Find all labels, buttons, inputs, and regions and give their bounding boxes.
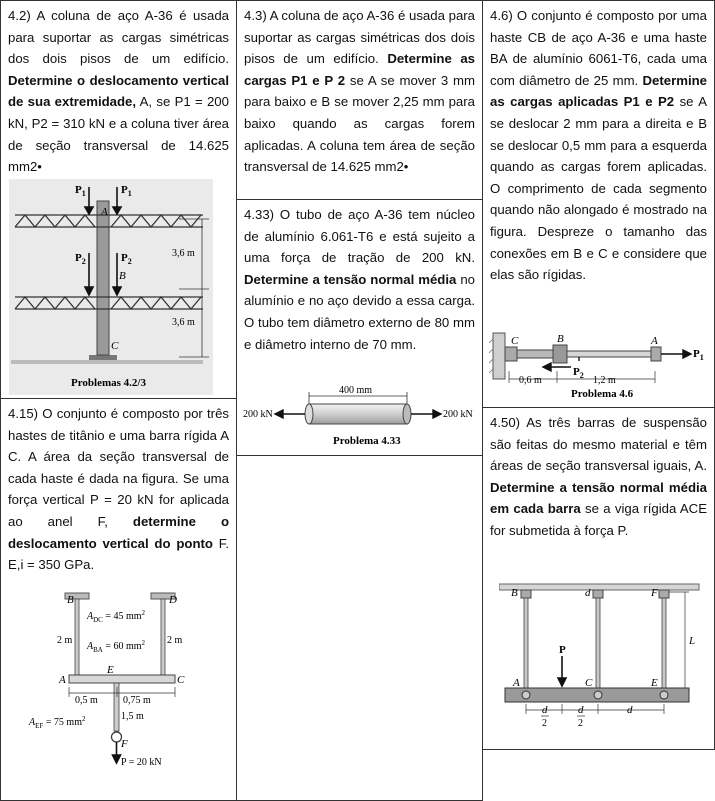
fig42-p2-right: $P_2$ [121, 252, 132, 266]
problem-4-2-text: 4.2) A coluna de aço A-36 é usada para suportar as cargas simétricas dos dois pisos de um edifício. Determine o deslocamento vertical de sua extremidade, A, se P1 = 200 kN, P2 = 310 kN e a coluna tiver área de seção transversal de 14.625 mm2• [8, 8, 229, 175]
problem-4-6-cell [482, 0, 715, 408]
fig42-label-b: B [119, 270, 126, 282]
fig46-dim-cb: 0,6 m [519, 375, 542, 386]
fig415-area-ef: $A_{EF} = 75$ $mm^2$ [29, 715, 86, 730]
fig415-len-right: 2 m [167, 635, 183, 646]
fig42-caption: Problemas 4.2/3 [71, 377, 146, 389]
fig415-dim-right: 0,75 m [123, 695, 151, 706]
fig42-p1-left: $P_1$ [75, 184, 86, 198]
fig450-label-e: E [651, 677, 658, 689]
problem-4-2-cell [0, 0, 237, 399]
fig433-force-right: 200 kN [443, 409, 473, 420]
problem-4-3-text: 4.3) A coluna de aço A-36 é usada para suportar as cargas simétricas dos dois pisos de um edifício. Determine as cargas P1 e P 2 se A se mover 3 mm para baixo e B se mover 2,25 mm para baixo quando as cargas forem aplicadas. A coluna tem área de seção transversal de 14.625 mm2• [244, 8, 476, 175]
problem-4-3-task: Determine as cargas P1 e P 2 [244, 51, 476, 88]
fig450-length-l: L [689, 635, 696, 647]
problem-4-3-cell [236, 0, 483, 200]
fig450-dim-two-2: 2 [578, 718, 583, 729]
problem-4-33-task: Determine a tensão normal média [244, 271, 457, 287]
fig433-length: 400 mm [339, 385, 373, 396]
fig415-area-dc: $A_{DC} = 45$ $mm^2$ [87, 609, 146, 624]
figure-rod-assembly [489, 327, 711, 403]
fig433-force-left: 200 kN [243, 409, 273, 420]
fig415-area-ba: $A_{BA} = 60$ $mm^2$ [87, 639, 146, 654]
fig46-p1: $P_1$ [693, 348, 704, 362]
problem-4-6-task: Determine as cargas aplicadas P1 e P2 [490, 72, 707, 110]
problem-4-6-text: 4.6) O conjunto é composto por uma haste CB de aço A-36 e uma haste BA de alumínio 6061-T6, cada uma com diâmetro de 25 mm. Determine as cargas aplicadas P1 e P2 se A se deslocar 2 mm para a direita e B se deslocar 0,5 mm para a esquerda quando as cargas forem aplicadas. O comprimento de cada segmento quando não alongado é mostrado na figura. Despreze o tamanho das conexões em B e C e considere que elas são rígidas. [490, 8, 708, 283]
problem-4-33-text: 4.33) O tubo de aço A-36 tem núcleo de alumínio 6.061-T6 e está sujeito a uma força de tração de 200 kN. Determine a tensão normal média no alumínio e no aço devido a essa carga. O tubo tem diâmetro externo de 80 mm e diâmetro interno de 70 mm. [244, 207, 475, 352]
fig450-dim-d2: d [578, 704, 584, 716]
fig450-label-b: B [511, 587, 518, 599]
fig42-label-a: A [101, 206, 108, 218]
fig415-dim-left: 0,5 m [75, 695, 98, 706]
figure-suspension-bars [499, 578, 703, 738]
problem-4-50-text: 4.50) As três barras de suspensão são feitas do mesmo material e têm áreas de seção transversal iguais, A. Determine a tensão normal média em cada barra se a viga rígida ACE for submetida à força P. [490, 415, 707, 538]
blank-cell [236, 455, 483, 801]
fig415-len-ef: 1,5 m [121, 711, 144, 722]
problem-4-50-task: Determine a tensão normal média em cada barra [490, 479, 707, 517]
fig42-p2-left: $P_2$ [75, 252, 86, 266]
fig46-caption: Problema 4.6 [571, 388, 634, 400]
fig450-dim-d3: d [627, 704, 633, 716]
figure-titanium-rods [21, 587, 217, 793]
fig46-p2: $P_2$ [573, 366, 584, 380]
fig415-label-d: D [169, 594, 177, 606]
problem-4-15-text: 4.15) O conjunto é composto por três hastes de titânio e uma barra rígida A C. A área da seção transversal de cada haste é dada na figura. Se uma força vertical P = 20 kN for aplicada ao anel F, determine o deslocamento vertical do ponto F. E,i = 350 GPa. [8, 406, 230, 573]
fig450-label-f: F [651, 587, 658, 599]
fig415-label-c: C [177, 674, 185, 686]
fig450-label-d: d [585, 587, 591, 599]
fig433-caption: Problema 4.33 [333, 435, 401, 447]
fig46-label-a: A [651, 335, 658, 347]
problem-4-15-task: determine o deslocamento vertical do ponto [8, 513, 230, 551]
figure-column-floors [9, 179, 213, 395]
fig42-dim-top: 3,6 m [172, 248, 195, 259]
fig415-label-a: A [59, 674, 66, 686]
problem-4-15-cell [0, 398, 237, 801]
fig46-label-c: C [511, 335, 519, 347]
problem-4-50-cell [482, 407, 715, 750]
problem-4-2-task: Determine o deslocamento vertical de sua extremidade, [8, 72, 229, 110]
fig415-label-b: B [67, 594, 74, 606]
fig450-label-a: A [513, 677, 520, 689]
fig42-label-c: C [111, 340, 119, 352]
fig415-len-left: 2 m [57, 635, 73, 646]
figure-tube [241, 382, 477, 450]
fig450-load: P [559, 644, 566, 656]
fig450-dim-two-1: 2 [542, 718, 547, 729]
fig415-label-f: F [121, 738, 128, 750]
fig450-dim-d1: d [542, 704, 548, 716]
fig46-label-b: B [557, 333, 564, 345]
fig46-dim-ba: 1,2 m [593, 375, 616, 386]
fig42-p1-right: $P_1$ [121, 184, 132, 198]
problem-4-33-cell [236, 199, 483, 456]
fig415-load: P = 20 kN [121, 757, 162, 768]
fig42-dim-bottom: 3,6 m [172, 317, 195, 328]
fig450-label-c: C [585, 677, 593, 689]
fig415-label-e: E [107, 664, 114, 676]
